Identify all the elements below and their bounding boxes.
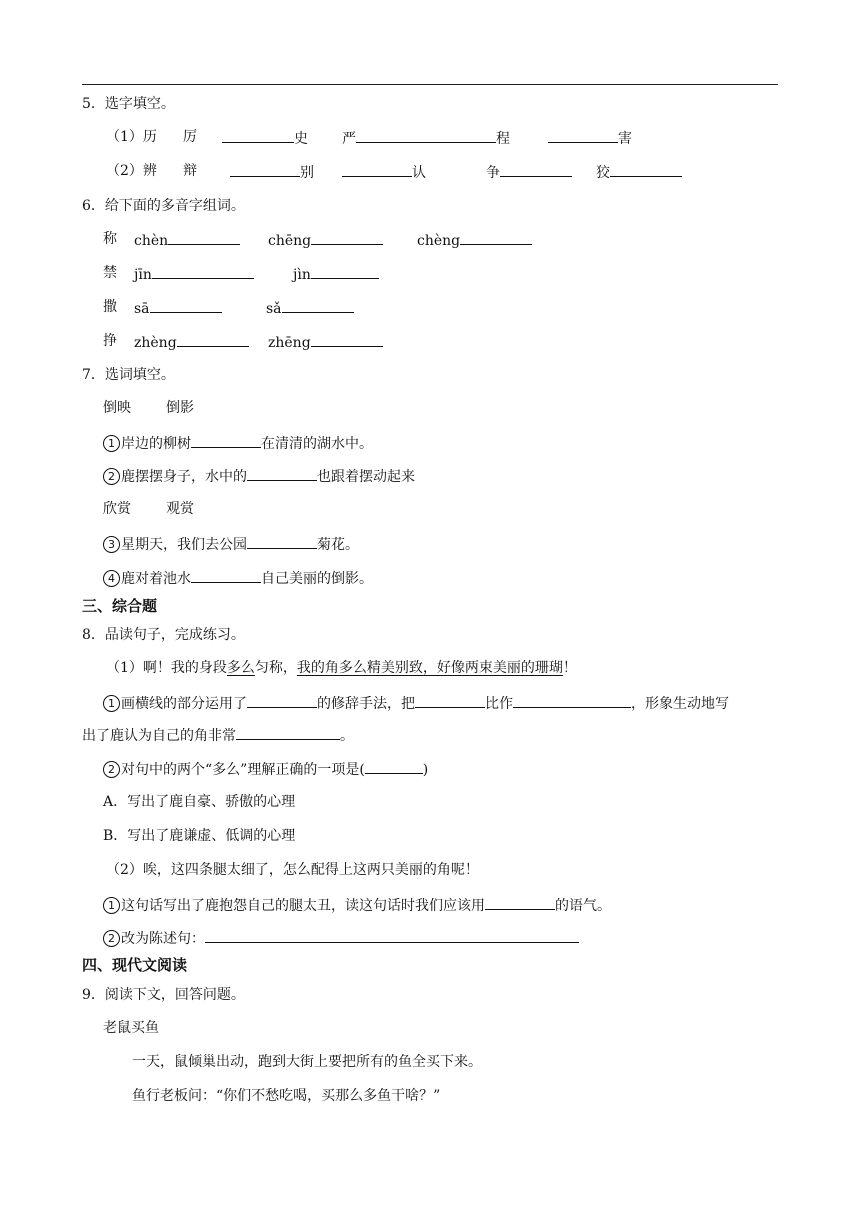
q6-row-chen — [103, 229, 553, 249]
q8-item-1-cont — [82, 724, 354, 746]
q8-i2-answer-blank[interactable] — [365, 758, 423, 774]
q6-blank[interactable] — [311, 331, 383, 347]
q8-item-j1 — [103, 894, 611, 916]
q8-p1-underlined-1: 多么 — [226, 660, 255, 676]
q7-sentence-1 — [103, 432, 373, 454]
q7-s3-pre: 星期天，我们去公园 — [121, 537, 247, 553]
q6-pinyin: chèng — [417, 233, 461, 249]
q7-words-1 — [103, 398, 223, 418]
q8-i1-blank-2[interactable] — [415, 692, 485, 708]
q7-words-2 — [103, 499, 223, 519]
circled-number: 1 — [103, 435, 120, 452]
q6-pinyin: sā — [134, 301, 150, 317]
q6-blank[interactable] — [311, 263, 379, 279]
q8-j1-blank[interactable] — [485, 894, 555, 910]
q8-item-1 — [103, 692, 729, 714]
q8-option-b[interactable]: B．写出了鹿谦虚、低调的心理 — [103, 828, 296, 844]
q8-title: 8．品读句子，完成练习。 — [82, 627, 245, 643]
q8-item-j2 — [103, 927, 579, 949]
q5-row1-d: 害 — [618, 131, 632, 147]
header-rule — [82, 84, 778, 85]
q8-i1-blank-1[interactable] — [247, 692, 317, 708]
q5-row2-b: 认 — [412, 165, 426, 181]
q5-row1-c: 程 — [496, 131, 510, 147]
circled-number: 3 — [103, 536, 120, 553]
q9-paragraph-1: 一天，鼠倾巢出动，跑到大街上要把所有的鱼全买下来。 — [132, 1054, 482, 1070]
q6-blank[interactable] — [177, 331, 249, 347]
q5-row2-label: （2）辨 — [106, 163, 157, 179]
section-3-heading: 三、综合题 — [82, 597, 158, 615]
q7-sentence-3 — [103, 533, 359, 555]
q7-s1-blank[interactable] — [191, 432, 261, 448]
q6-row-jin — [103, 263, 403, 283]
q6-pinyin: zhēng — [268, 335, 311, 351]
q6-pinyin: chēng — [268, 233, 312, 249]
q9-title: 9．阅读下文，回答问题。 — [82, 987, 245, 1003]
q5-row2-c: 争 — [486, 165, 500, 181]
section-4-heading: 四、现代文阅读 — [82, 956, 188, 974]
q6-blank[interactable] — [152, 263, 254, 279]
q6-pinyin: sǎ — [266, 301, 282, 317]
q5-row1-label: （1）历 — [106, 129, 157, 145]
q6-row-sa — [103, 297, 383, 317]
q6-pinyin: jìn — [293, 267, 311, 283]
q5-row1-a: 史 — [294, 131, 308, 147]
q8-i2-a: 对句中的两个“多么”理解正确的一项是( — [121, 762, 365, 778]
q7-s2-post: 也跟着摆动起来 — [317, 469, 415, 485]
q5-row1-b: 严 — [342, 131, 356, 147]
q7-s4-post: 自己美丽的倒影。 — [261, 571, 373, 587]
circled-number: 2 — [103, 930, 120, 947]
circled-number: 2 — [103, 468, 120, 485]
q7-word: 倒映 — [103, 400, 131, 416]
q7-s1-post: 在清清的湖水中。 — [261, 436, 373, 452]
q8-p1-pre: （1）啊！我的身段 — [106, 660, 227, 676]
q6-row-chen-char: 称 — [103, 231, 117, 247]
q6-row-sa-char: 撒 — [103, 299, 117, 315]
q7-s2-blank[interactable] — [247, 465, 317, 481]
q8-i1b-a: 出了鹿认为自己的角非常 — [82, 728, 236, 744]
q7-s4-blank[interactable] — [191, 567, 261, 583]
q6-blank[interactable] — [311, 229, 383, 245]
q5-row2-blank-b[interactable] — [342, 161, 412, 177]
q7-word: 欣赏 — [103, 501, 131, 517]
q8-i1-c: 比作 — [485, 696, 513, 712]
circled-number: 1 — [103, 897, 120, 914]
q7-word: 倒影 — [166, 400, 194, 416]
q7-s1-pre: 岸边的柳树 — [121, 436, 191, 452]
q8-j1-a: 这句话写出了鹿抱怨自己的腿太丑，读这句话时我们应该用 — [121, 898, 485, 914]
q8-j1-b: 的语气。 — [555, 898, 611, 914]
q5-row2-char2: 辩 — [183, 163, 197, 179]
q5-row1-char2: 厉 — [183, 129, 197, 145]
q9-paragraph-2: 鱼行老板问：“你们不愁吃喝，买那么多鱼干啥？” — [132, 1088, 441, 1104]
q8-i1-b: 的修辞手法，把 — [317, 696, 415, 712]
q7-word: 观赏 — [166, 501, 194, 517]
q6-blank[interactable] — [150, 297, 222, 313]
q6-title: 6．给下面的多音字组词。 — [82, 198, 245, 214]
q7-s4-pre: 鹿对着池水 — [121, 571, 191, 587]
q7-title: 7．选词填空。 — [82, 367, 175, 383]
q5-row2-a: 别 — [300, 165, 314, 181]
q8-option-a[interactable]: A．写出了鹿自豪、骄傲的心理 — [103, 794, 296, 810]
q5-row2-d: 狡 — [596, 165, 610, 181]
q5-row2-blank-a[interactable] — [230, 161, 300, 177]
q8-i2-b: ) — [422, 762, 429, 778]
q8-p1-post: ！ — [562, 660, 577, 676]
q8-i1-a: 画横线的部分运用了 — [121, 696, 247, 712]
q5-row2 — [106, 161, 686, 181]
circled-number: 2 — [103, 761, 120, 778]
q7-s3-post: 菊花。 — [317, 537, 359, 553]
q6-blank[interactable] — [168, 229, 240, 245]
q8-item-2 — [103, 758, 428, 780]
q7-s3-blank[interactable] — [247, 533, 317, 549]
q7-s2-pre: 鹿摆摆身子，水中的 — [121, 469, 247, 485]
q8-i1b-b: 。 — [340, 728, 354, 744]
q5-row2-blank-c[interactable] — [500, 161, 572, 177]
q6-blank[interactable] — [460, 229, 532, 245]
q8-passage-2: （2）唉，这四条腿太细了，怎么配得上这两只美丽的角呢！ — [106, 862, 479, 878]
q9-story-title: 老鼠买鱼 — [103, 1020, 159, 1036]
q7-sentence-2 — [103, 465, 415, 487]
q8-passage-1 — [106, 658, 577, 678]
q8-i1-d: ，形象生动地写 — [631, 696, 729, 712]
q8-j2-blank[interactable] — [205, 927, 579, 943]
q6-row-zheng-char: 挣 — [103, 333, 117, 349]
q6-pinyin: zhèng — [134, 335, 177, 351]
q5-row1 — [106, 127, 666, 147]
circled-number: 4 — [103, 570, 120, 587]
q8-j2-a: 改为陈述句： — [121, 931, 205, 947]
q7-sentence-4 — [103, 567, 373, 589]
q5-row2-blank-d[interactable] — [610, 161, 682, 177]
q8-p1-underlined-2: 我的角多么精美别致，好像两束美丽的珊瑚 — [296, 660, 563, 676]
q6-pinyin: chèn — [134, 233, 169, 249]
q5-title: 5．选字填空。 — [82, 96, 175, 112]
q5-row1-blank-a[interactable] — [222, 127, 294, 143]
q6-row-jin-char: 禁 — [103, 265, 117, 281]
q8-i1b-blank[interactable] — [236, 724, 340, 740]
q6-pinyin: jīn — [134, 267, 152, 283]
q8-p1-mid: 匀称， — [254, 660, 297, 676]
q5-row1-blank-c[interactable] — [548, 127, 618, 143]
q5-row1-blank-b[interactable] — [356, 127, 496, 143]
q6-row-zheng — [103, 331, 403, 351]
q8-i1-blank-3[interactable] — [513, 692, 631, 708]
circled-number: 1 — [103, 695, 120, 712]
q6-blank[interactable] — [282, 297, 354, 313]
